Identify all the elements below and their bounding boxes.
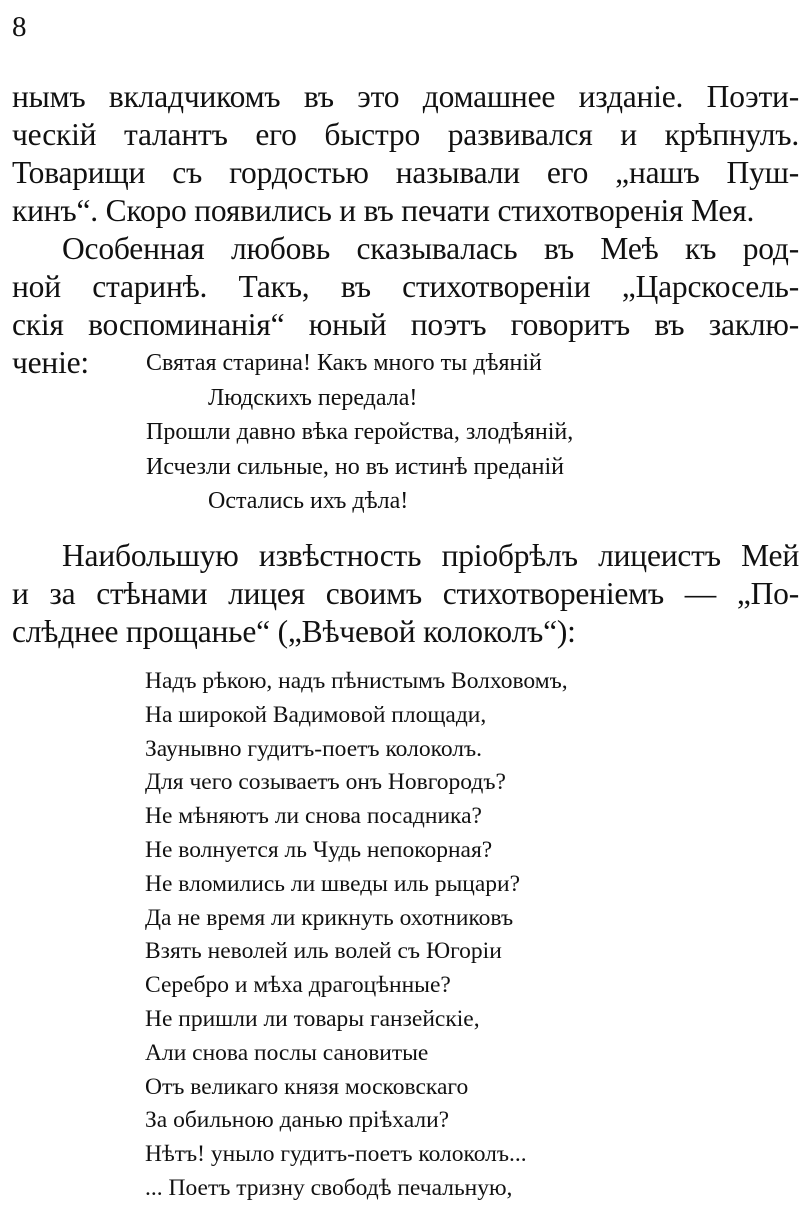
verse-line: Не пришли ли товары ганзейскіе, (145, 1005, 480, 1032)
text-line: нымъ вкладчикомъ въ это домашнее изданіе. Поэти- (12, 79, 799, 114)
paragraph-3 (12, 537, 799, 651)
verse-line: Людскихъ передала! (208, 384, 418, 411)
verse-quote-1 (146, 346, 573, 519)
verse-line: Святая старина! Какъ много ты дѣяній (146, 350, 542, 376)
text-line: ческій талантъ его быстро развивался и крѣпнулъ. (12, 117, 799, 152)
verse-line: Да не время ли крикнуть охотниковъ (145, 904, 514, 931)
verse-line: Прошли давно вѣка геройства, злодѣяній, (146, 419, 574, 445)
verse-line: Не волнуется ль Чудь непокорная? (145, 836, 493, 863)
verse-line: Нѣтъ! уныло гудитъ-поетъ колоколъ... (145, 1141, 527, 1168)
verse-line: Исчезли сильные, но въ истинѣ преданій (146, 453, 564, 480)
verse-line: Остались ихъ дѣла! (208, 488, 409, 514)
text-line: Наибольшую извѣстность пріобрѣлъ лицеистъ Мей (62, 538, 799, 573)
verse-line: На широкой Вадимовой площади, (145, 701, 487, 728)
text-line: кинъ“. Скоро появились и въ печати стихотворенія Мея. (12, 193, 755, 228)
text-line: и за стѣнами лицея своимъ стихотвореніемъ — „По- (12, 576, 799, 611)
verse-line: Взять неволей иль волей съ Югоріи (145, 938, 502, 965)
page-number: 8 (12, 11, 27, 43)
verse-line: Не мѣняютъ ли снова посадника? (145, 803, 482, 830)
text-line: ченіе: (12, 345, 89, 380)
verse-line: За обильною данью пріѣхали? (145, 1107, 450, 1134)
text-line: слѣднее прощанье“ („Вѣчевой колоколъ“): (12, 614, 576, 649)
verse-line: Заунывно гудитъ-поетъ колоколъ. (145, 735, 483, 762)
paragraph-1 (12, 78, 799, 230)
text-line: Особенная любовь сказывалась въ Меѣ къ род- (62, 231, 799, 266)
verse-line: Не вломились ли шведы иль рыцари? (145, 870, 521, 897)
verse-line: Для чего созываетъ онъ Новгородъ? (145, 769, 506, 796)
text-line: Товарищи съ гордостью называли его „нашъ Пуш- (12, 155, 799, 190)
verse-line: Надъ рѣкою, надъ пѣнистымъ Волховомъ, (145, 668, 568, 694)
verse-line: Отъ великаго князя московскаго (145, 1073, 469, 1100)
text-line: ной старинѣ. Такъ, въ стихотвореніи „Царскосель- (12, 269, 799, 304)
verse-line: ... Поетъ тризну свободѣ печальную, (145, 1174, 513, 1201)
verse-quote-2 (145, 665, 568, 1206)
text-line: скія воспоминанія“ юный поэтъ говоритъ въ заклю- (12, 307, 799, 342)
verse-line: Серебро и мѣха драгоцѣнные? (145, 972, 451, 999)
verse-line: Али снова послы сановитые (145, 1039, 429, 1066)
